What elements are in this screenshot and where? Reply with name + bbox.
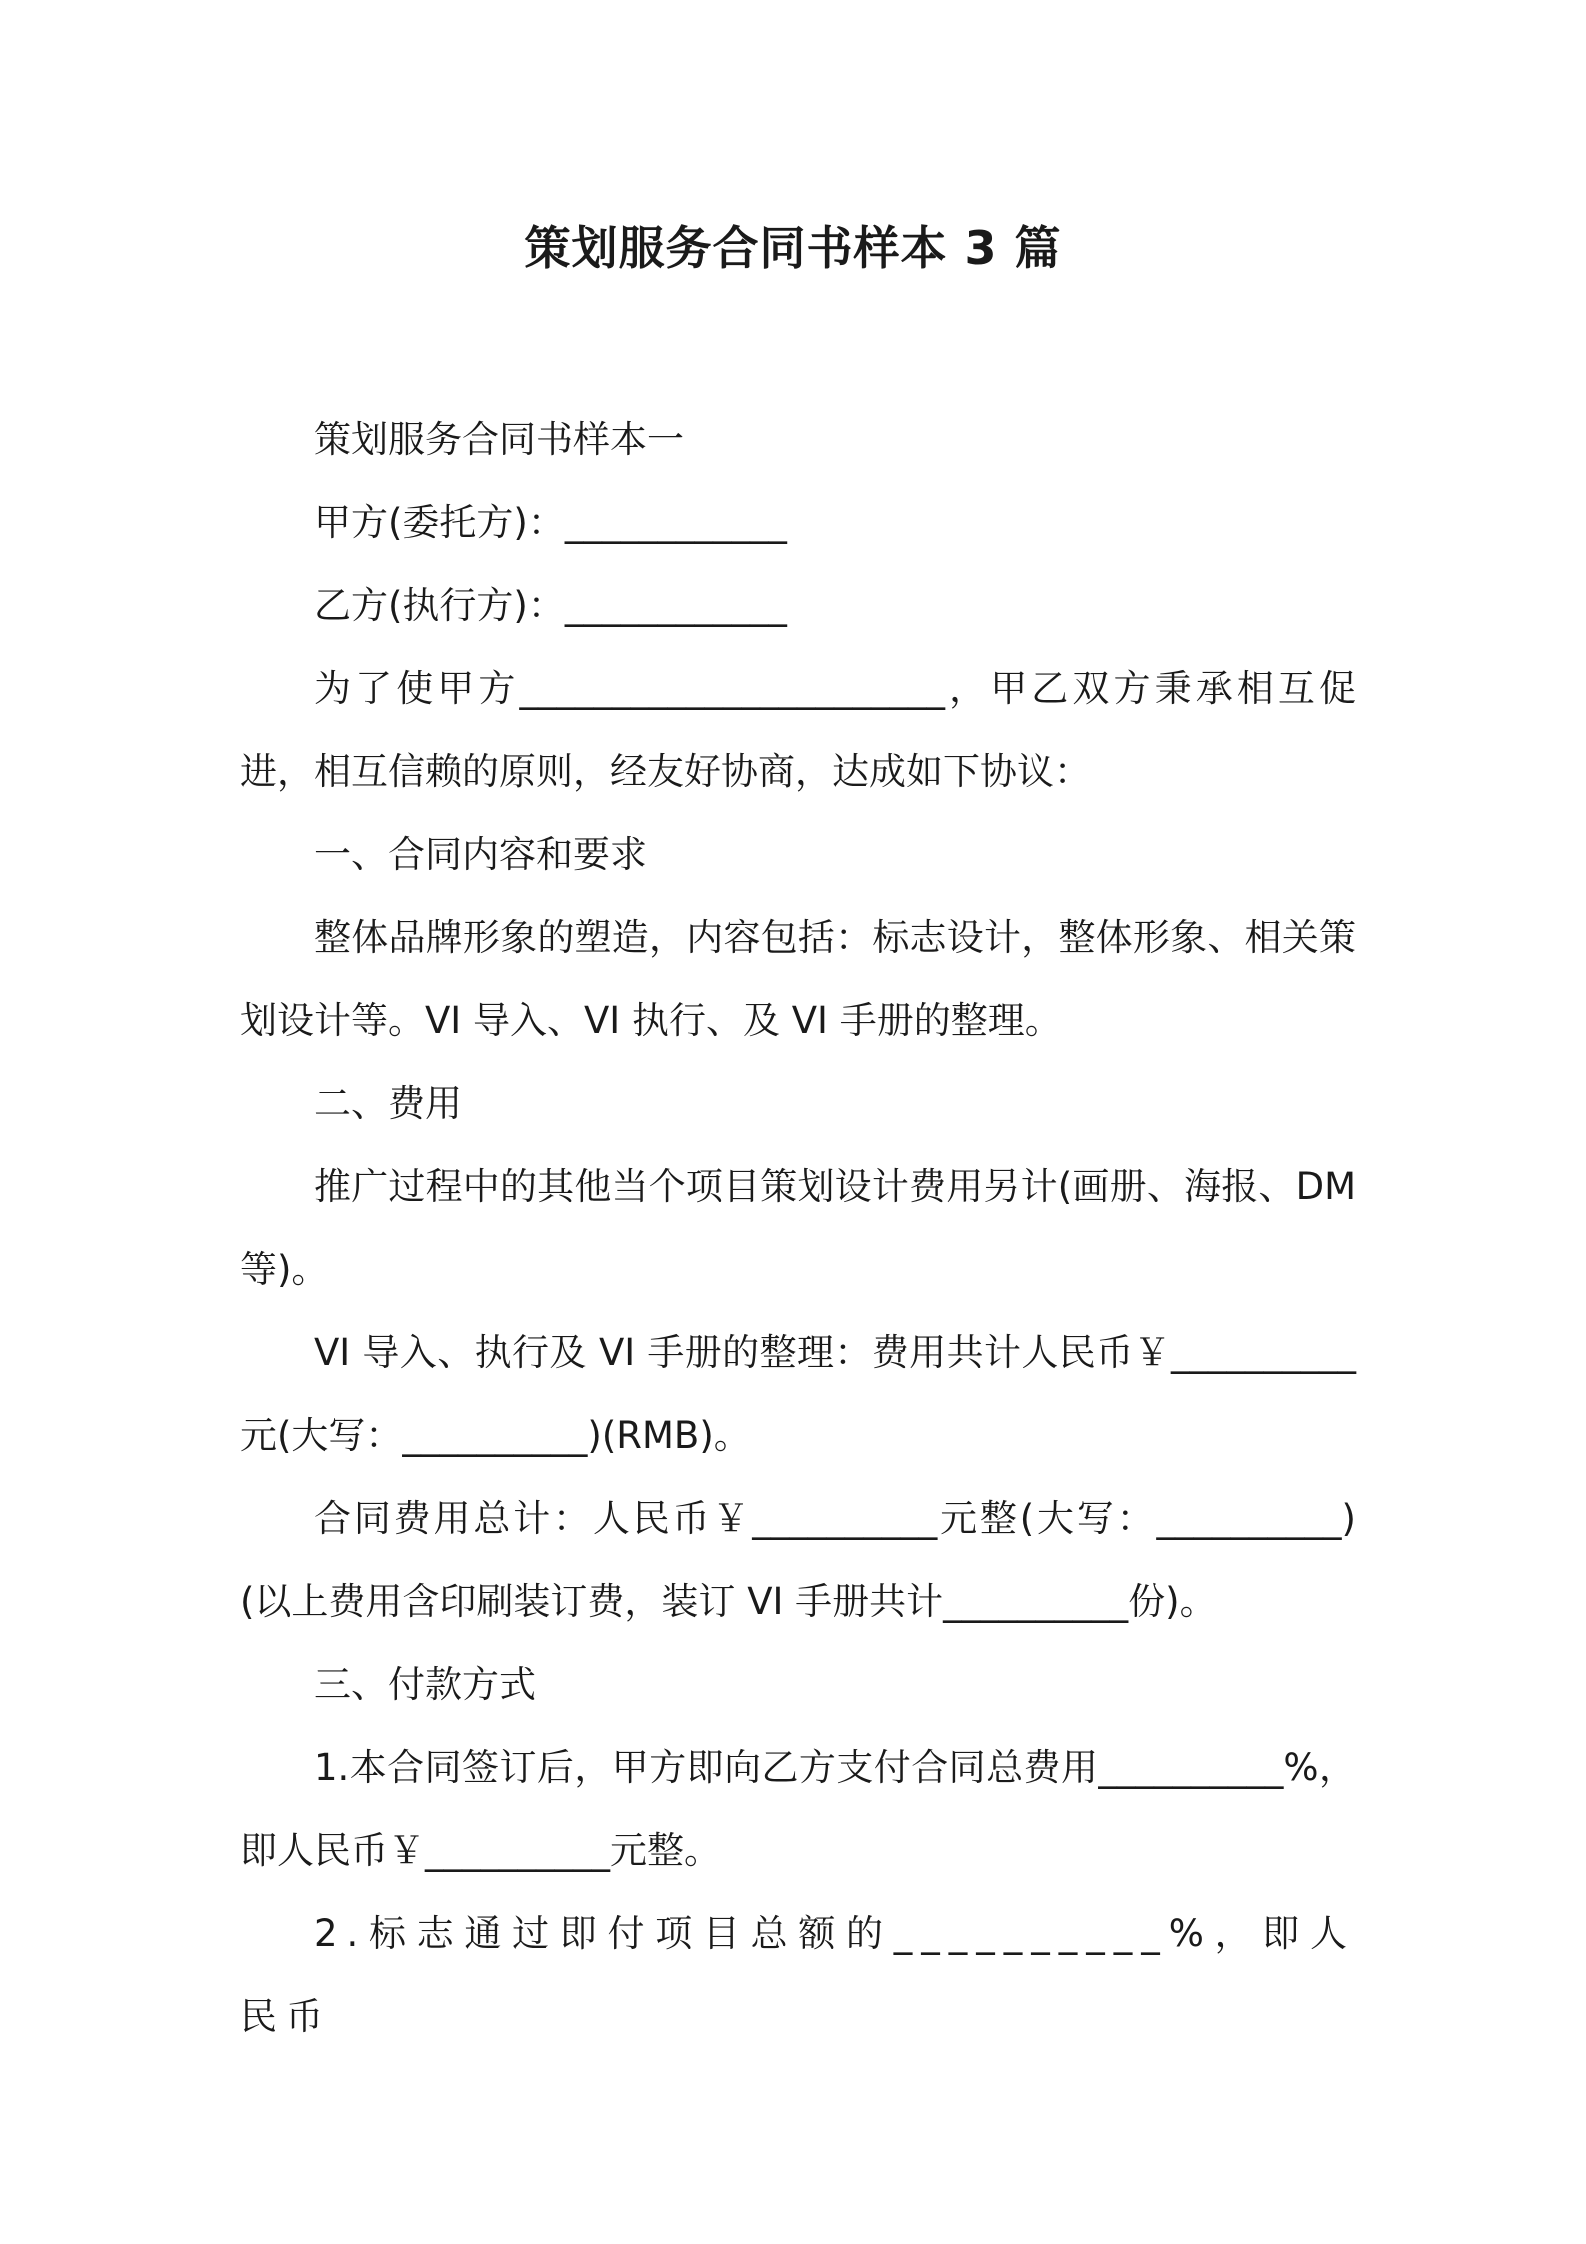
fees-paragraph-total: 合同费用总计：人民币￥__________元整(大写：__________)(以上费用含印刷装订费，装订 VI 手册共计__________份)。 [240,1497,1356,1623]
section-heading-sample-one: 策划服务合同书样本一 [314,418,684,461]
party-a-line: 甲方(委托方)：____________ [314,501,787,544]
content-paragraph: 整体品牌形象的塑造，内容包括：标志设计，整体形象、相关策划设计等。VI 导入、VI 执行、及 VI 手册的整理。 [240,916,1356,1042]
fees-paragraph-other: 推广过程中的其他当个项目策划设计费用另计(画册、海报、DM 等)。 [240,1165,1356,1291]
document-body [240,398,1356,2058]
document-title: 策划服务合同书样本 3 篇 [524,221,1062,275]
clause-heading-content: 一、合同内容和要求 [314,833,647,876]
party-b-line: 乙方(执行方)：____________ [314,584,787,627]
clause-heading-fees: 二、费用 [314,1082,462,1125]
fees-paragraph-vi: VI 导入、执行及 VI 手册的整理：费用共计人民币￥__________元(大写：__________)(RMB)。 [240,1331,1356,1457]
payment-item-1: 1.本合同签订后，甲方即向乙方支付合同总费用__________%，即人民币￥__________元整。 [240,1746,1356,1872]
clause-heading-payment: 三、付款方式 [314,1663,536,1706]
preamble-paragraph: 为了使甲方_______________________，甲乙双方秉承相互促进，相互信赖的原则，经友好协商，达成如下协议： [240,667,1356,793]
payment-item-2: 2.标志通过即付项目总额的__________%，即人民币 [240,1912,1356,2038]
